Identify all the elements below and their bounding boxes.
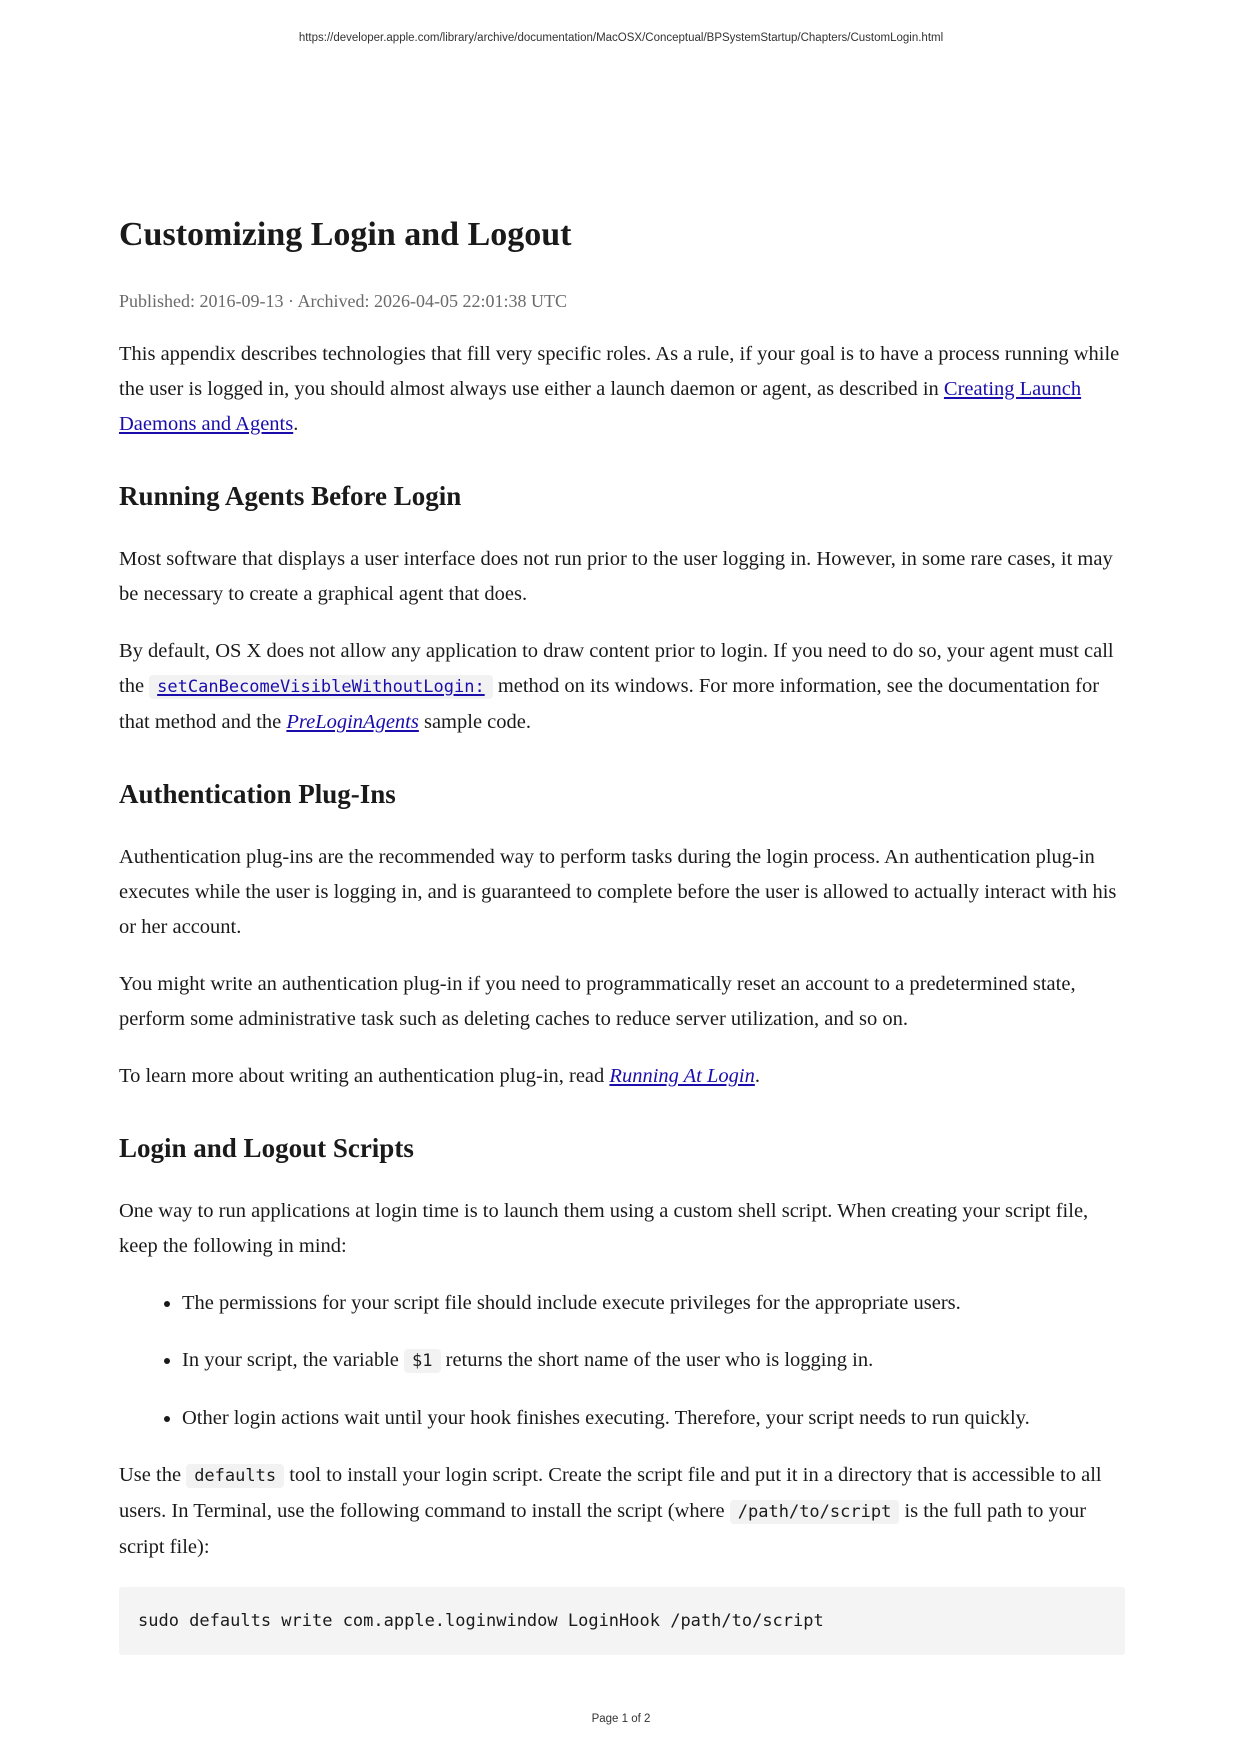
running-agents-paragraph-1: Most software that displays a user interface does not run prior to the user logging in. However, in some rare cases, it may be necessary to create a graphical agent that does.: [119, 548, 1113, 605]
publish-meta: Published: 2016-09-13 · Archived: 2026-04-05 22:01:38 UTC: [119, 291, 567, 311]
article: [119, 213, 1125, 1655]
running-at-login-link[interactable]: Running At Login: [609, 1065, 755, 1087]
page-title: Customizing Login and Logout: [119, 216, 572, 253]
inline-code: defaults: [186, 1464, 284, 1488]
list-item: • In your script, the variable $1 returns the short name of the user who is logging in.: [182, 1343, 1125, 1379]
section-heading-running-agents: Running Agents Before Login: [119, 481, 462, 511]
running-agents-paragraph-2: By default, OS X does not allow any application to draw content prior to login. If you need to do so, your agent must call the setCanBecomeVisibleWithoutLogin: method on its windows. For more information, see the documentation for that method and the PreLoginAgents sample code.: [119, 640, 1114, 733]
intro-paragraph: This appendix describes technologies that fill very specific roles. As a rule, if your goal is to have a process running while the user is logged in, you should almost always use either a launch daemon or agent, as described in Creating Launch Daemons and Agents.: [119, 343, 1120, 435]
page-number: Page 1 of 2: [591, 1713, 651, 1725]
set-can-become-visible-link[interactable]: setCanBecomeVisibleWithoutLogin:: [149, 675, 493, 697]
auth-plugins-paragraph-2: You might write an authentication plug-in if you need to programmatically reset an account to a predetermined state, perform some administrative task such as deleting caches to reduce server utilization, and so on.: [119, 973, 1076, 1030]
section-heading-login-logout-scripts: Login and Logout Scripts: [119, 1133, 414, 1163]
page-url: https://developer.apple.com/library/archive/documentation/MacOSX/Conceptual/BPSystemStartup/Chapters/CustomLogin.html: [298, 32, 944, 44]
section-heading-authentication-plugins: Authentication Plug-Ins: [119, 779, 396, 809]
scripts-paragraph-1: One way to run applications at login time is to launch them using a custom shell script. When creating your script file, keep the following in mind:: [119, 1200, 1089, 1257]
prelogin-agents-link[interactable]: PreLoginAgents: [286, 711, 419, 733]
auth-plugins-paragraph-1: Authentication plug-ins are the recommended way to perform tasks during the login process. An authentication plug-in executes while the user is logging in, and is guaranteed to complete before the user is allowed to actually interact with his or her account.: [119, 846, 1117, 938]
list-item: • The permissions for your script file should include execute privileges for the appropriate users.: [182, 1286, 1125, 1321]
scripts-list: [119, 1286, 1125, 1436]
list-item: • Other login actions wait until your hook finishes executing. Therefore, your script needs to run quickly.: [182, 1401, 1125, 1436]
creating-launch-daemons-link[interactable]: Creating Launch Daemons and Agents: [119, 378, 1082, 435]
inline-code: $1: [404, 1349, 440, 1373]
inline-code: /path/to/script: [730, 1500, 900, 1524]
auth-plugins-paragraph-3: To learn more about writing an authentication plug-in, read Running At Login.: [119, 1065, 760, 1087]
code-block: sudo defaults write com.apple.loginwindow LoginHook /path/to/script: [119, 1587, 1125, 1655]
scripts-paragraph-2: Use the defaults tool to install your login script. Create the script file and put it in a directory that is accessible to all users. In Terminal, use the following command to install the script (where /path/to/script is the full path to your script file):: [119, 1464, 1102, 1558]
